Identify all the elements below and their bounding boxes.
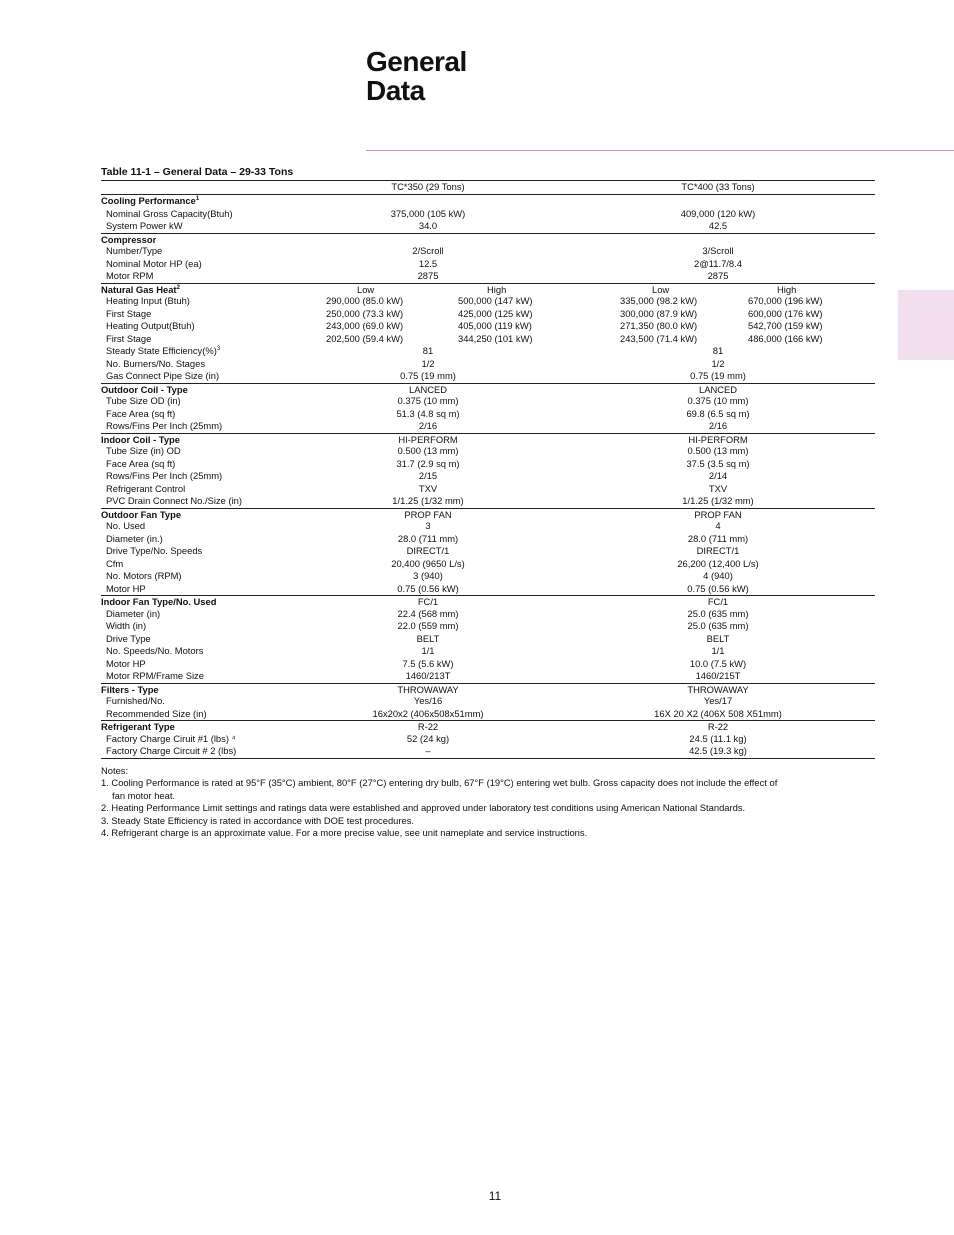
section-header-indoor-coil	[101, 433, 875, 446]
cell-tc350: –	[425, 745, 431, 756]
table-row	[101, 670, 875, 683]
row-label: System Power kW	[106, 220, 183, 231]
cell-tc400: 16X 20 X2 (406X 508 X51mm)	[654, 707, 782, 719]
cell-tc350-high: 500,000 (147 kW)	[458, 295, 533, 306]
note-1: 1. Cooling Performance is rated at 95°F (35°C) ambient, 80°F (27°C) entering dry bulb, 67°F (19°C) entering wet bulb. Gross capacity does not include the effect of	[101, 777, 778, 789]
table-row	[101, 345, 875, 358]
row-label: No. Motors (RPM)	[106, 570, 182, 581]
cell-tc350: 375,000 (105 kW)	[390, 207, 466, 219]
cell-tc400: BELT	[706, 632, 730, 644]
cell-tc400: 409,000 (120 kW)	[680, 207, 756, 219]
table-row	[101, 545, 875, 558]
cell-tc350: 20,400 (9650 L/s)	[391, 557, 465, 569]
title-divider	[366, 150, 954, 151]
cell-tc350-low: 250,000 (73.3 kW)	[326, 307, 404, 319]
cell-tc350: 0.500 (13 mm)	[397, 445, 459, 456]
row-label: PVC Drain Connect No./Size (in)	[106, 495, 242, 506]
row-label: Number/Type	[106, 245, 163, 256]
cell-tc400-low: 243,500 (71.4 kW)	[620, 332, 698, 344]
subheader-high-tc350: High	[487, 283, 507, 295]
cell-tc400: 81	[712, 345, 724, 356]
table-row	[101, 708, 875, 721]
cell-tc400: R-22	[707, 721, 729, 732]
cell-tc400: 25.0 (635 mm)	[687, 607, 749, 619]
table-row	[101, 408, 875, 421]
table-row	[101, 495, 875, 508]
cell-tc400-high: 486,000 (166 kW)	[748, 332, 823, 344]
cell-tc350: THROWAWAY	[397, 683, 459, 695]
cell-tc400-high: 670,000 (196 kW)	[748, 295, 823, 306]
column-header-tc400: TC*400 (33 Tons)	[681, 181, 755, 192]
row-label: Recommended Size (in)	[106, 707, 207, 719]
cell-tc350: PROP FAN	[404, 508, 452, 520]
row-label: Tube Size (in) OD	[106, 445, 181, 456]
cell-tc350: 31.7 (2.9 sq m)	[396, 457, 460, 469]
cell-tc350: HI-PERFORM	[398, 433, 458, 445]
section-header-compressor	[101, 233, 875, 246]
cell-tc350: 2875	[417, 270, 439, 281]
cell-tc400: TXV	[708, 482, 728, 494]
table-row	[101, 370, 875, 383]
column-header-tc350: TC*350 (29 Tons)	[391, 181, 465, 192]
table-row	[101, 258, 875, 271]
row-label: Steady State Efficiency(%)$^3$	[106, 345, 221, 356]
table-row	[101, 320, 875, 333]
cell-tc350: 0.75 (0.56 kW)	[397, 582, 459, 594]
section-label: Natural Gas Heat$^2$	[101, 283, 180, 295]
table-row	[101, 270, 875, 283]
cell-tc350-low: 243,000 (69.0 kW)	[326, 320, 404, 331]
cell-tc400: 2875	[707, 270, 729, 281]
row-label: Diameter (in)	[106, 607, 161, 619]
cell-tc350: TXV	[418, 482, 438, 494]
section-label: Filters - Type	[101, 683, 159, 695]
section-header-refrigerant	[101, 720, 875, 733]
note-3: 3. Steady State Efficiency is rated in accordance with DOE test procedures.	[101, 814, 415, 826]
section-label: Indoor Coil - Type	[101, 433, 180, 445]
cell-tc350: 22.4 (568 mm)	[397, 607, 459, 619]
table-row	[101, 583, 875, 596]
cell-tc400: 0.75 (19 mm)	[690, 370, 746, 381]
cell-tc400: 25.0 (635 mm)	[687, 620, 749, 631]
cell-tc400-high: 600,000 (176 kW)	[748, 307, 823, 319]
section-label: Outdoor Fan Type	[101, 508, 182, 520]
table-row	[101, 608, 875, 621]
subheader-low-tc400: Low	[652, 283, 670, 295]
page-title	[366, 47, 467, 105]
cell-tc350: 2/15	[418, 470, 438, 481]
row-label: Furnished/No.	[106, 695, 165, 706]
cell-tc400: 0.500 (13 mm)	[687, 445, 749, 456]
cell-tc350: Yes/16	[413, 695, 443, 706]
table-row	[101, 558, 875, 571]
section-label: Indoor Fan Type/No. Used	[101, 596, 217, 607]
cell-tc350-low: 202,500 (59.4 kW)	[326, 332, 404, 344]
table-row	[101, 308, 875, 321]
section-label: Compressor	[101, 233, 157, 245]
cell-tc350: R-22	[417, 721, 439, 732]
row-label: Width (in)	[106, 620, 147, 631]
cell-tc350: 2/Scroll	[412, 245, 444, 256]
cell-tc350: 22.0 (559 mm)	[397, 620, 459, 631]
table-row	[101, 208, 875, 221]
table-row	[101, 220, 875, 233]
row-label: Cfm	[106, 557, 124, 569]
cell-tc400: 28.0 (711 mm)	[687, 532, 749, 544]
cell-tc350: 81	[422, 345, 434, 356]
table-row	[101, 658, 875, 671]
table-row	[101, 358, 875, 371]
table-notes	[101, 765, 877, 839]
table-row	[101, 533, 875, 546]
notes-heading: Notes:	[101, 765, 129, 776]
cell-tc400: 0.75 (0.56 kW)	[687, 582, 749, 594]
note-4: 4. Refrigerant charge is an approximate value. For a more precise value, see unit nameplate and service instructions.	[101, 827, 588, 839]
section-header-filters	[101, 683, 875, 696]
cell-tc400: THROWAWAY	[687, 683, 749, 695]
row-label: Nominal Motor HP (ea)	[106, 257, 202, 269]
table-caption: Table 11-1 – General Data – 29-33 Tons	[101, 166, 294, 178]
row-label: Face Area (sq ft)	[106, 457, 176, 469]
cell-tc350: 1/2	[421, 357, 435, 369]
cell-tc400: 1/2	[711, 357, 725, 369]
cell-tc350-high: 405,000 (119 kW)	[458, 320, 532, 331]
cell-tc350: DIRECT/1	[406, 545, 450, 556]
page-number: 11	[488, 1189, 502, 1203]
row-label: First Stage	[106, 332, 152, 344]
note-1-continued: fan motor heat.	[112, 789, 176, 801]
cell-tc400: LANCED	[698, 383, 738, 395]
section-header-gas-heat	[101, 283, 875, 296]
cell-tc400: Yes/17	[703, 695, 733, 706]
cell-tc350: 51.3 (4.8 sq m)	[396, 407, 460, 419]
cell-tc350-high: 425,000 (125 kW)	[458, 307, 533, 319]
cell-tc350: 28.0 (711 mm)	[397, 532, 459, 544]
general-data-table	[101, 180, 875, 759]
section-header-outdoor-fan	[101, 508, 875, 521]
row-label: Drive Type	[106, 632, 151, 644]
table-row	[101, 445, 875, 458]
row-label: Diameter (in.)	[106, 532, 163, 544]
row-label: Tube Size OD (in)	[106, 395, 181, 406]
page-title-line-2: Data	[366, 75, 425, 106]
cell-tc350: 1/1.25 (1/32 mm)	[392, 495, 464, 506]
cell-tc400-low: 335,000 (98.2 kW)	[620, 295, 698, 306]
section-header-indoor-fan	[101, 595, 875, 608]
table-row	[101, 333, 875, 346]
cell-tc400: 4 (940)	[703, 570, 733, 581]
row-label: Heating Input (Btuh)	[106, 295, 190, 306]
table-row	[101, 570, 875, 583]
section-label: Cooling Performance$^1$	[101, 195, 200, 206]
cell-tc350: 2/16	[418, 420, 438, 431]
note-2: 2. Heating Performance Limit settings and ratings data were established and approved under laboratory test conditions using American National Standards.	[101, 802, 746, 814]
table-row	[101, 645, 875, 658]
row-label: Refrigerant Control	[106, 482, 186, 494]
row-label: Drive Type/No. Speeds	[106, 545, 203, 556]
cell-tc400: 0.375 (10 mm)	[687, 395, 749, 406]
table-row	[101, 470, 875, 483]
row-label: Motor RPM	[106, 270, 154, 281]
cell-tc400: 42.5	[708, 220, 728, 231]
table-column-headers	[101, 180, 875, 195]
cell-tc400: HI-PERFORM	[688, 433, 748, 445]
row-label: No. Speeds/No. Motors	[106, 645, 204, 656]
cell-tc400: 1460/215T	[695, 670, 741, 681]
section-header-cooling	[101, 195, 875, 208]
section-tab-marker	[898, 290, 954, 360]
cell-tc350: 7.5 (5.6 kW)	[402, 657, 454, 669]
subheader-low-tc350: Low	[357, 283, 375, 295]
section-label: Refrigerant Type	[101, 721, 175, 732]
table-row	[101, 295, 875, 308]
cell-tc350: 1460/213T	[405, 670, 451, 681]
table-row	[101, 520, 875, 533]
row-label: Heating Output(Btuh)	[106, 320, 195, 331]
cell-tc350: 3 (940)	[413, 570, 443, 581]
cell-tc350: 52 (24 kg)	[406, 732, 450, 744]
row-label: Rows/Fins Per Inch (25mm)	[106, 420, 223, 431]
row-label: No. Burners/No. Stages	[106, 357, 206, 369]
table-row	[101, 745, 875, 759]
cell-tc400: 37.5 (3.5 sq m)	[686, 457, 750, 469]
cell-tc350-high: 344,250 (101 kW)	[458, 332, 533, 344]
cell-tc350: 0.375 (10 mm)	[397, 395, 459, 406]
table-row	[101, 483, 875, 496]
table-row	[101, 695, 875, 708]
row-label: Factory Charge Ciruit #1 (lbs) ⁴	[106, 732, 236, 744]
row-label: Nominal Gross Capacity(Btuh)	[106, 207, 233, 219]
cell-tc400: FC/1	[707, 596, 729, 607]
cell-tc400: 2@11.7/8.4	[694, 257, 742, 269]
table-row	[101, 395, 875, 408]
cell-tc400: 4	[715, 520, 721, 531]
cell-tc400: 2/14	[708, 470, 728, 481]
row-label: Gas Connect Pipe Size (in)	[106, 370, 220, 381]
row-label: Motor RPM/Frame Size	[106, 670, 204, 681]
cell-tc400: DIRECT/1	[696, 545, 740, 556]
table-row	[101, 458, 875, 471]
cell-tc350: 16x20x2 (406x508x51mm)	[372, 707, 484, 719]
cell-tc350: 0.75 (19 mm)	[400, 370, 456, 381]
cell-tc400: 1/1	[711, 645, 725, 656]
row-label: No. Used	[106, 520, 146, 531]
row-label: Motor HP	[106, 582, 146, 594]
subheader-high-tc400: High	[777, 283, 797, 295]
cell-tc400: 42.5 (19.3 kg)	[689, 745, 747, 756]
row-label: Motor HP	[106, 657, 146, 669]
cell-tc400-low: 300,000 (87.9 kW)	[620, 307, 698, 319]
table-row	[101, 733, 875, 746]
cell-tc350-low: 290,000 (85.0 kW)	[326, 295, 404, 306]
cell-tc400-high: 542,700 (159 kW)	[748, 320, 823, 331]
cell-tc400: 26,200 (12,400 L/s)	[677, 557, 759, 569]
cell-tc350: 12.5	[418, 257, 438, 269]
table-row	[101, 245, 875, 258]
cell-tc400: 10.0 (7.5 kW)	[689, 657, 747, 669]
row-label: Factory Charge Circuit # 2 (lbs)	[106, 745, 237, 756]
table-row	[101, 633, 875, 646]
row-label: Face Area (sq ft)	[106, 407, 176, 419]
cell-tc350: BELT	[416, 632, 440, 644]
cell-tc350: FC/1	[417, 596, 439, 607]
row-label: First Stage	[106, 307, 152, 319]
cell-tc400-low: 271,350 (80.0 kW)	[620, 320, 698, 331]
cell-tc400: 2/16	[708, 420, 728, 431]
table-row	[101, 620, 875, 633]
cell-tc350: LANCED	[408, 383, 448, 395]
section-label: Outdoor Coil - Type	[101, 383, 188, 395]
cell-tc350: 34.0	[418, 220, 438, 231]
cell-tc400: 69.8 (6.5 sq m)	[686, 407, 750, 419]
row-label: Rows/Fins Per Inch (25mm)	[106, 470, 223, 481]
section-header-outdoor-coil	[101, 383, 875, 396]
cell-tc350: 3	[425, 520, 431, 531]
page-title-line-1: General	[366, 46, 467, 77]
cell-tc400: 1/1.25 (1/32 mm)	[682, 495, 754, 506]
cell-tc400: 24.5 (11.1 kg)	[689, 732, 747, 744]
cell-tc400: PROP FAN	[694, 508, 742, 520]
table-row	[101, 420, 875, 433]
cell-tc350: 1/1	[421, 645, 435, 656]
cell-tc400: 3/Scroll	[702, 245, 734, 256]
